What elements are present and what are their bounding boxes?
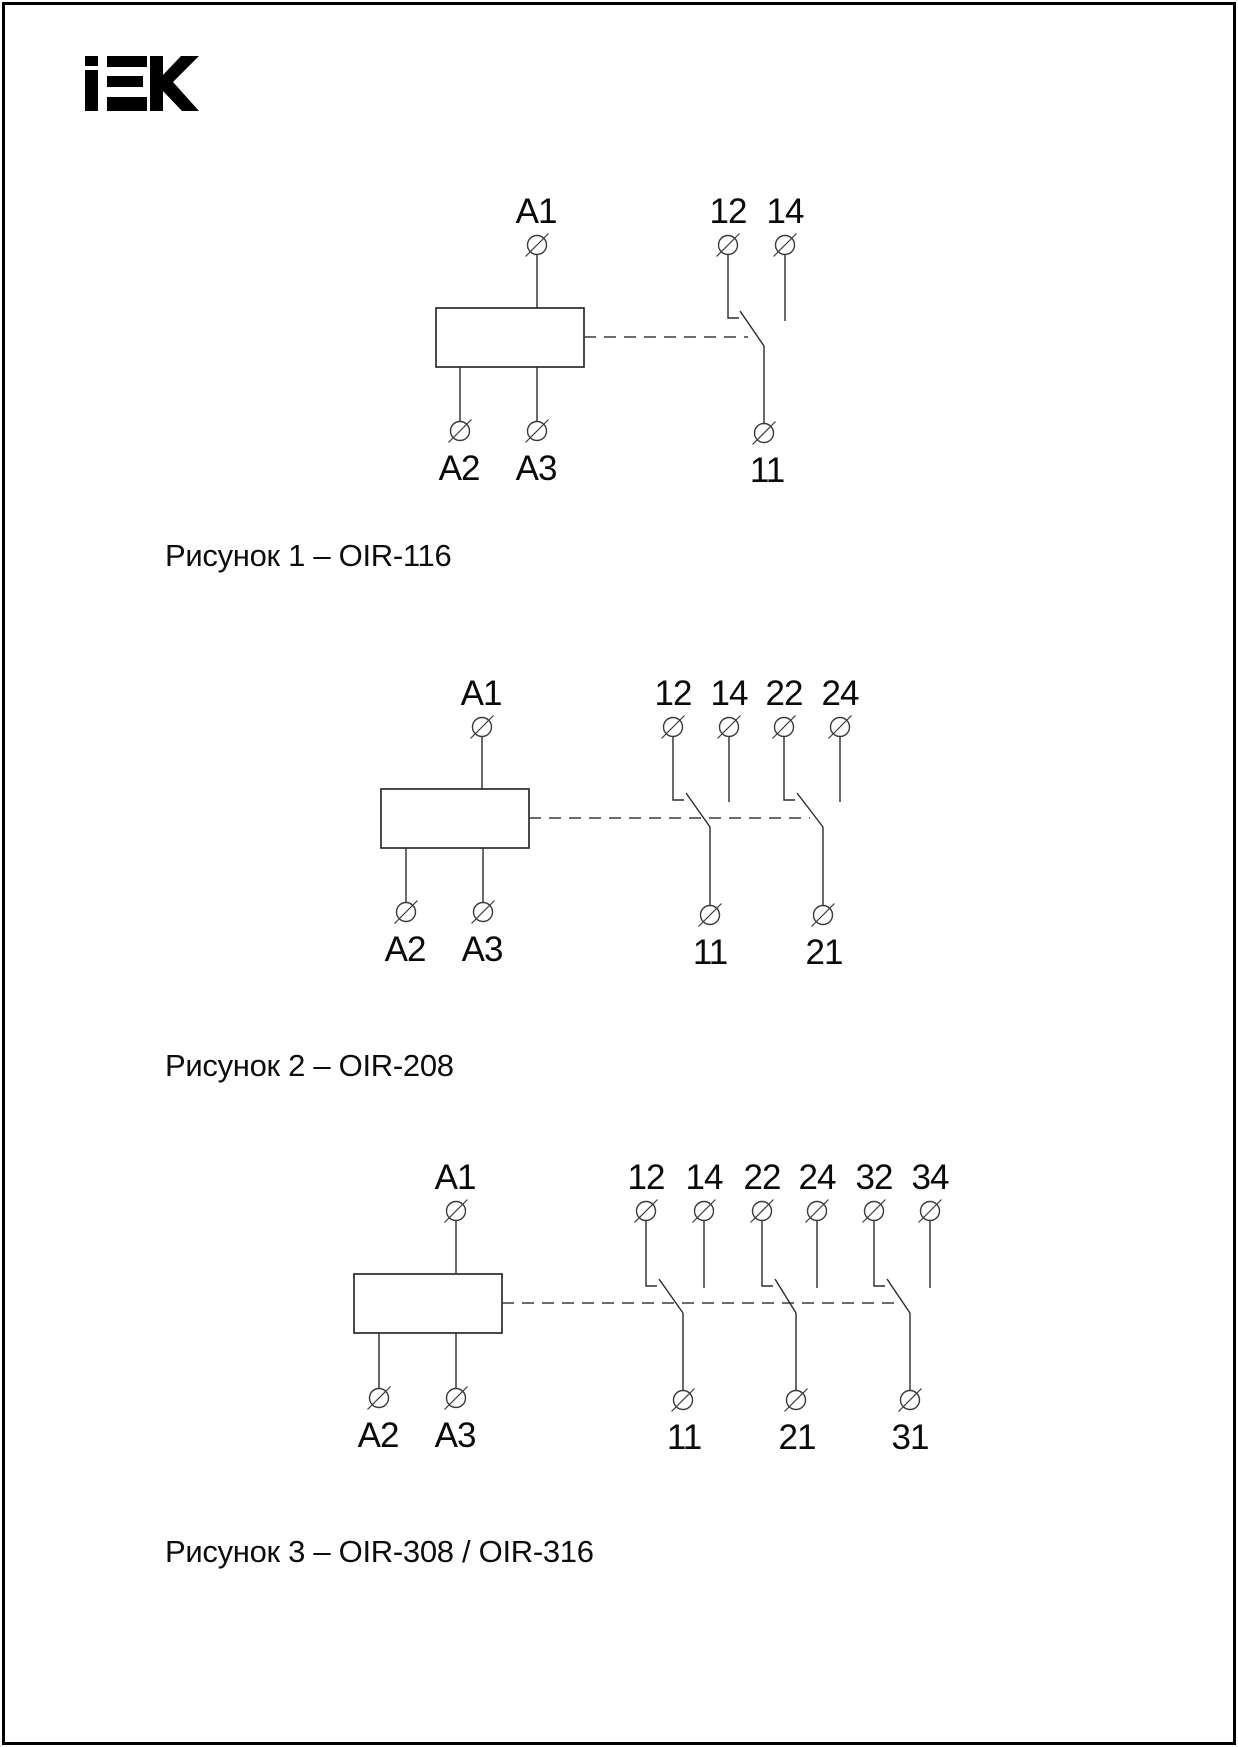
terminal-label: 22 [765,674,803,713]
terminal-slash [863,1200,886,1223]
wire-nc [728,254,739,318]
terminal-label: 34 [911,1158,949,1197]
terminal-slash [785,1389,808,1412]
terminal-slash [672,1389,695,1412]
terminal-label: A3 [515,449,557,488]
terminal-label: A2 [357,1416,399,1455]
terminal-a1 [435,1158,476,1223]
terminal-label: 21 [805,933,843,972]
terminal-slash [635,1200,658,1223]
terminal-label: A3 [461,930,503,969]
contact-blade [686,793,710,827]
terminal-slash [449,420,472,443]
terminal-label: 32 [855,1158,893,1197]
terminal-a2 [385,901,426,970]
terminal-label: 22 [743,1158,781,1197]
wire-nc [784,736,795,800]
relay-coil [354,1220,502,1388]
terminal-label: 14 [766,192,804,231]
wire-nc [673,736,684,800]
coil-body [354,1274,502,1333]
terminal-label: 12 [709,192,747,231]
terminal-slash [773,716,796,739]
coil-body [381,789,529,848]
terminal-slash [812,904,835,927]
terminal-label: 11 [692,933,728,972]
terminal-slash [806,1200,829,1223]
terminal-slash [368,1387,391,1410]
terminal-slash [662,716,685,739]
terminal-label: A1 [515,192,557,231]
terminal-a1 [516,192,557,257]
terminal-label: 12 [627,1158,665,1197]
terminal-slash [471,716,494,739]
wire-nc [762,1220,773,1286]
figure-1-caption: Рисунок 1 – OIR-116 [165,538,452,573]
terminal-label: 31 [891,1418,929,1457]
contact-blade [797,793,823,827]
figure-2-caption: Рисунок 2 – OIR-208 [165,1048,454,1083]
contact-blade [659,1279,683,1313]
contact-group-2 [744,1158,836,1457]
contact-group-1 [655,674,748,972]
terminal-a2 [358,1387,399,1456]
relay-coil [381,736,529,902]
terminal-label: 14 [710,674,748,713]
terminal-a3 [435,1387,476,1456]
contact-group-2 [766,674,859,972]
contact-blade [740,311,764,346]
terminal-a1 [461,674,502,739]
terminal-slash [899,1389,922,1412]
terminal-label: 11 [666,1418,702,1457]
terminal-slash [445,1200,468,1223]
terminal-label: A2 [384,930,426,969]
terminal-slash [919,1200,942,1223]
terminal-slash [445,1387,468,1410]
figure-2-diagram [381,674,859,972]
terminal-label: 11 [749,451,785,490]
terminal-slash [829,716,852,739]
terminal-label: A1 [434,1158,476,1197]
terminal-label: A2 [438,449,480,488]
figure-3-diagram [354,1158,949,1457]
figure-1-diagram [436,192,804,490]
terminal-slash [717,234,740,257]
contact-group-3 [856,1158,949,1457]
coil-body [436,308,584,367]
wire-nc [874,1220,885,1286]
wire-nc [646,1220,657,1286]
terminal-a3 [516,420,557,489]
terminal-slash [526,234,549,257]
terminal-slash [753,422,776,445]
terminal-slash [693,1200,716,1223]
figure-3-caption: Рисунок 3 – OIR-308 / OIR-316 [165,1534,594,1569]
terminal-label: 14 [685,1158,723,1197]
terminal-slash [774,234,797,257]
terminal-label: 24 [821,674,859,713]
terminal-label: A3 [434,1416,476,1455]
contact-group-1 [628,1158,723,1457]
contact-blade [775,1279,796,1313]
terminal-a3 [462,901,503,970]
terminal-slash [718,716,741,739]
terminal-label: A1 [460,674,502,713]
terminal-slash [526,420,549,443]
terminal-slash [472,901,495,924]
contact-group-1 [710,192,804,490]
terminal-label: 12 [654,674,692,713]
relay-coil [436,254,584,422]
terminal-slash [751,1200,774,1223]
contact-blade [887,1279,910,1313]
terminal-slash [395,901,418,924]
terminal-slash [699,904,722,927]
terminal-a2 [439,420,480,489]
terminal-label: 24 [798,1158,836,1197]
terminal-label: 21 [778,1418,816,1457]
